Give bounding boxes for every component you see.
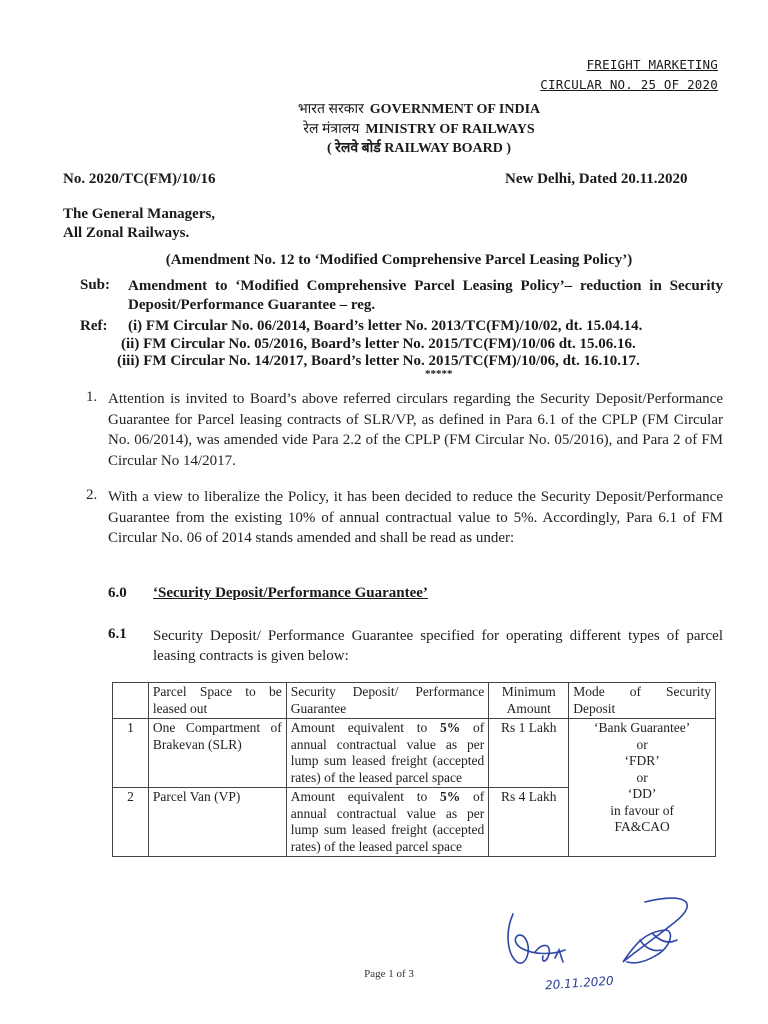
government-hindi: भारत सरकार: [297, 102, 364, 117]
reference-label: Ref:: [80, 318, 108, 334]
mode-line: ‘FDR’: [624, 753, 660, 768]
row-minimum: Rs 1 Lakh: [489, 719, 569, 788]
circular-number: CIRCULAR NO. 25 OF 2020: [540, 77, 718, 92]
table-header-cell: Security Deposit/ Performance Guarantee: [286, 683, 489, 719]
section-6-0-number: 6.0: [108, 585, 127, 601]
letter-date: New Delhi, Dated 20.11.2020: [505, 171, 688, 187]
deposit-text: Amount equivalent to: [290, 789, 441, 804]
row-minimum: Rs 4 Lakh: [489, 788, 569, 857]
page-number: Page 1 of 3: [364, 968, 414, 980]
paragraph-1: Attention is invited to Board’s above referred circulars regarding the Security Deposit/Performance Guarantee for Parcel leasing contracts of SLR/VP, as defined in Para 6.1 of the CPLP (FM Circular No. 06/2014), was amended vide Para 2.2 of the CPLP (FM Circular No. 05/2016), and Para 2 of FM Circular No 14/2017.: [108, 391, 723, 469]
table-header-cell: [113, 683, 149, 719]
row-serial: 2: [113, 788, 149, 857]
reference-2: (ii) FM Circular No. 05/2016, Board’s letter No. 2015/TC(FM)/10/06 dt. 15.06.16.: [121, 336, 636, 352]
section-6-1-number: 6.1: [108, 626, 127, 642]
row-deposit: [286, 719, 489, 788]
reference-3: (iii) FM Circular No. 14/2017, Board’s letter No. 2015/TC(FM)/10/06, dt. 16.10.17.: [117, 353, 640, 369]
board-heading: ( रेलवे बोर्ड RAILWAY BOARD ): [326, 141, 512, 156]
subject-text: Amendment to ‘Modified Comprehensive Parcel Leasing Policy’– reduction in Security Deposit/Performance Guarantee – reg.: [128, 278, 723, 313]
ministry-english: MINISTRY OF RAILWAYS: [365, 122, 535, 137]
section-6-1-text: Security Deposit/ Performance Guarantee specified for operating different types of parcel leasing contracts is given below:: [153, 628, 723, 664]
government-heading: [0, 99, 768, 118]
paragraph-2: With a view to liberalize the Policy, it has been decided to reduce the Security Deposit/Performance Guarantee from the existing 10% of annual contractual value to 5%. Accordingly, Para 6.1 of FM Circular No. 06 of 2014 stands amended and shall be read as under:: [108, 489, 723, 546]
mode-line: ‘Bank Guarantee’: [593, 720, 691, 735]
table-row: [113, 719, 716, 788]
table-header-row: [113, 683, 716, 719]
addressee-line-2: All Zonal Railways.: [63, 225, 190, 241]
table-header-cell: Mode of Security Deposit: [569, 683, 716, 719]
government-english: GOVERNMENT OF INDIA: [369, 102, 541, 117]
separator-stars: *****: [425, 368, 453, 380]
deposit-percent: 5%: [440, 720, 461, 735]
mode-line: or: [636, 736, 648, 752]
deposit-text: of annual contractual value as per lump sum leased freight (accepted rates) of the leased parcel space: [290, 789, 485, 854]
security-deposit-table: [112, 682, 716, 857]
subject-label: Sub:: [80, 277, 111, 293]
mode-line: in favour of: [610, 802, 674, 818]
row-deposit: [286, 788, 489, 857]
ministry-hindi: रेल मंत्रालय: [303, 122, 360, 137]
paragraph-1-number: 1.: [86, 389, 98, 405]
table-header-cell: Minimum Amount: [489, 683, 569, 719]
paragraph-2-number: 2.: [86, 487, 98, 503]
letter-number: No. 2020/TC(FM)/10/16: [63, 171, 216, 187]
mode-line: ‘DD’: [627, 786, 657, 801]
deposit-percent: 5%: [440, 789, 461, 804]
addressee-line-1: The General Managers,: [63, 206, 216, 222]
ministry-heading: [0, 119, 768, 138]
row-mode: [569, 719, 716, 857]
signature-date: 20.11.2020: [544, 973, 615, 993]
section-6-0-title: ‘Security Deposit/Performance Guarantee’: [153, 585, 428, 601]
amendment-title: (Amendment No. 12 to ‘Modified Comprehensive Parcel Leasing Policy’): [165, 252, 633, 268]
table-header-cell: Parcel Space to be leased out: [148, 683, 286, 719]
mode-line: FA&CAO: [614, 819, 670, 834]
reference-1: (i) FM Circular No. 06/2014, Board’s letter No. 2013/TC(FM)/10/02, dt. 15.04.14.: [128, 318, 643, 334]
row-space: One Compartment of Brakevan (SLR): [148, 719, 286, 788]
department-heading: FREIGHT MARKETING: [586, 57, 718, 72]
mode-line: or: [636, 769, 648, 785]
deposit-text: of annual contractual value as per lump sum leased freight (accepted rates) of the leased parcel space: [290, 720, 485, 785]
row-space: Parcel Van (VP): [148, 788, 286, 857]
row-serial: 1: [113, 719, 149, 788]
deposit-text: Amount equivalent to: [290, 720, 441, 735]
